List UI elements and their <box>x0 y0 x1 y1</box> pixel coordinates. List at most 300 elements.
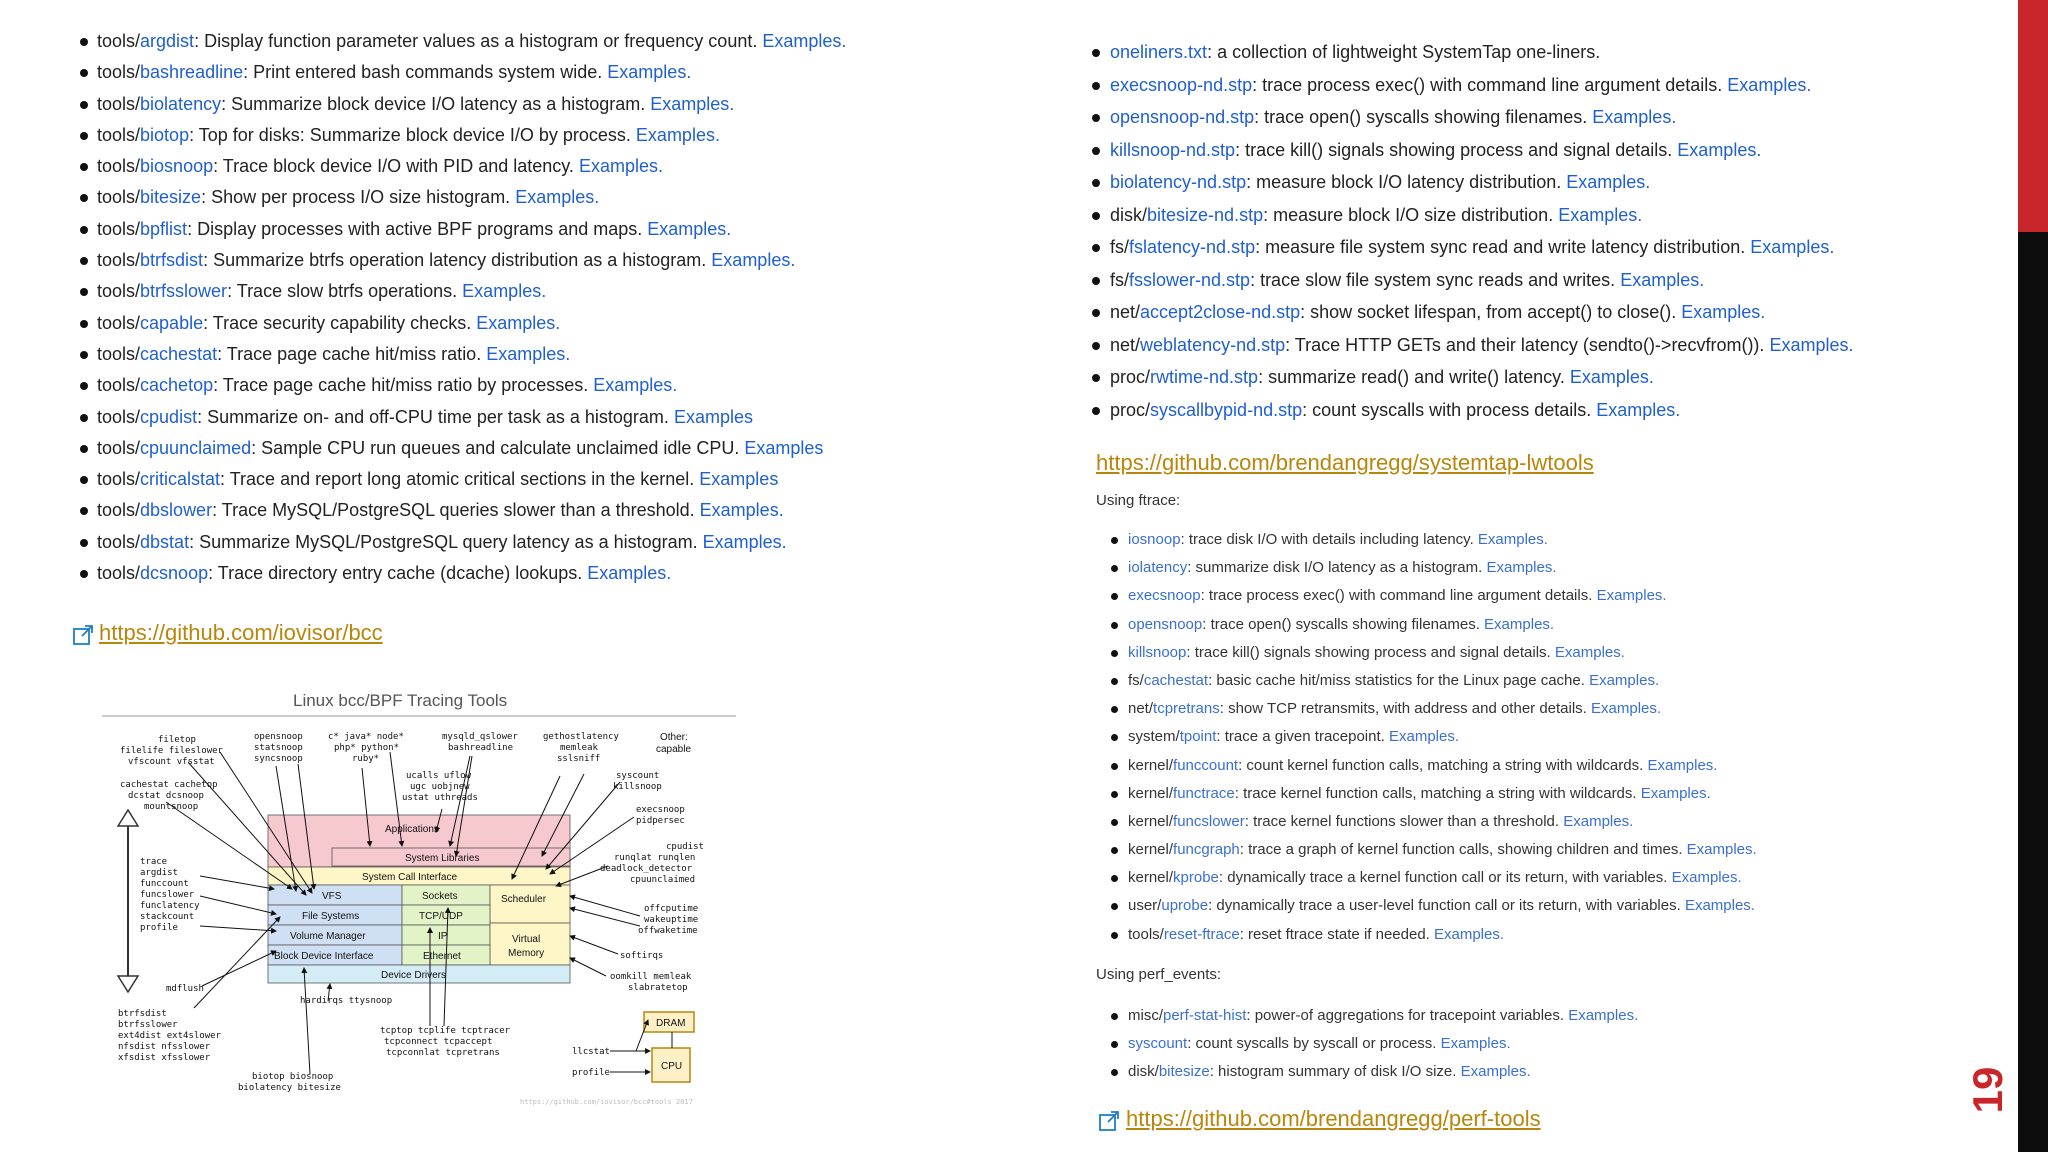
list-item <box>1110 667 1757 695</box>
list-item <box>1092 101 1853 134</box>
tool-link[interactable]: bitesize <box>1158 1063 1210 1081</box>
list-item <box>1092 264 1853 297</box>
list-item <box>80 527 846 558</box>
list-item <box>1092 199 1853 232</box>
examples-link[interactable]: Examples. <box>711 250 796 271</box>
systemtap-github-link[interactable]: https://github.com/brendangregg/systemtap-lwtools <box>1096 450 1594 475</box>
systemtap-tools-list <box>1092 36 1853 426</box>
side-bar <box>2018 232 2048 1152</box>
item-prefix: tools/ <box>97 281 141 302</box>
list-item <box>1110 1030 1638 1058</box>
svg-text:offcputimewakeuptimeoffwaketim <box>638 904 698 936</box>
examples-link[interactable]: Examples. <box>1434 925 1505 943</box>
item-description: : dynamically trace a kernel function call or its return, with variables. <box>1218 869 1672 887</box>
list-item <box>1110 864 1757 892</box>
tool-label: biolatency bitesize <box>238 1083 341 1093</box>
examples-link[interactable]: Examples. <box>486 343 571 364</box>
tool-label: trace <box>140 857 168 867</box>
item-prefix: tools/ <box>97 563 141 584</box>
tool-label: capable <box>656 744 692 755</box>
tool-link[interactable]: bashreadline <box>140 62 244 83</box>
item-description: : trace a given tracepoint. <box>1216 728 1389 746</box>
list-item <box>80 558 846 589</box>
item-description: : histogram summary of disk I/O size. <box>1209 1063 1461 1081</box>
perf-tools-github-link[interactable]: https://github.com/brendangregg/perf-tools <box>1126 1106 1541 1131</box>
list-item <box>1110 723 1757 751</box>
tool-label: mountsnoop <box>144 802 199 812</box>
tool-link[interactable]: funcgraph <box>1173 841 1240 859</box>
tool-label: tcpconnlat tcpretrans <box>386 1048 500 1058</box>
layer-ip: IP <box>438 931 448 942</box>
examples-link[interactable]: Examples. <box>1686 841 1757 859</box>
tool-label: mdflush <box>166 984 204 994</box>
examples-link[interactable]: Examples. <box>515 187 600 208</box>
using-perf-label: Using perf_events: <box>1096 966 1222 983</box>
tool-link[interactable]: bitesize <box>140 187 202 208</box>
examples-link[interactable]: Examples. <box>635 124 720 145</box>
list-item <box>80 120 846 151</box>
list-item <box>1110 526 1757 554</box>
tool-label: syncsnoop <box>254 754 303 764</box>
layer-volume-manager: Volume Manager <box>290 931 366 942</box>
item-description: : power-of aggregations for tracepoint variables. <box>1246 1007 1569 1024</box>
item-description: : summarize disk I/O latency as a histogram. <box>1187 559 1487 577</box>
item-prefix: tools/ <box>97 31 141 51</box>
item-description: : Print entered bash commands system wide. <box>243 62 608 83</box>
examples-link[interactable]: Examples <box>673 406 753 427</box>
list-item <box>1110 611 1757 639</box>
item-description: : dynamically trace a user-level function call or its return, with variables. <box>1208 897 1685 915</box>
tool-link[interactable]: dbslower <box>140 500 213 521</box>
examples-link[interactable]: Examples. <box>762 31 847 51</box>
item-description: : trace open() syscalls showing filenames. <box>1254 107 1593 127</box>
examples-link[interactable]: Examples. <box>1647 756 1718 774</box>
examples-link[interactable]: Examples. <box>1681 302 1766 322</box>
svg-text:c* java* node*php* python*ruby <box>328 732 404 764</box>
tool-link[interactable]: criticalstat <box>140 469 221 490</box>
tool-link[interactable]: dbstat <box>140 531 190 552</box>
item-prefix: misc/ <box>1128 1007 1163 1024</box>
tool-link[interactable]: functrace <box>1173 784 1235 802</box>
external-link-icon[interactable] <box>72 624 94 646</box>
list-item <box>80 464 846 495</box>
tool-label: cpudist <box>666 842 704 852</box>
examples-link[interactable]: Examples. <box>1596 587 1667 605</box>
tool-label: llcstat <box>572 1047 610 1057</box>
tool-label: offwaketime <box>638 926 698 936</box>
tool-link[interactable]: killsnoop <box>1128 643 1187 661</box>
tool-label: filelife fileslower <box>120 746 223 756</box>
item-prefix: tools/ <box>97 343 141 364</box>
examples-link[interactable]: Examples. <box>1486 559 1557 577</box>
layer-device-drivers: Device Drivers <box>381 970 447 981</box>
list-item <box>1110 554 1757 582</box>
tool-label: cpuunclaimed <box>630 875 696 885</box>
item-description: : count kernel function calls, matching a string with wildcards. <box>1238 756 1648 774</box>
svg-text:Other:capable <box>656 732 691 755</box>
tool-link[interactable]: biosnoop <box>140 156 214 177</box>
item-description: : Trace page cache hit/miss ratio. <box>217 343 487 364</box>
examples-link[interactable]: Examples. <box>699 500 784 521</box>
tool-link[interactable]: cachetop <box>140 375 214 396</box>
tool-label: c* java* node* <box>328 732 404 742</box>
item-description: : Display function parameter values as a histogram or frequency count. <box>194 31 763 51</box>
list-item <box>1110 836 1757 864</box>
item-prefix: tools/ <box>97 375 141 396</box>
item-description: : count syscalls with process details. <box>1302 399 1597 420</box>
item-description: : show TCP retransmits, with address and other details. <box>1219 700 1592 718</box>
item-prefix: system/ <box>1128 728 1180 746</box>
using-ftrace-label: Using ftrace: <box>1096 492 1181 509</box>
item-description: : count syscalls by syscall or process. <box>1187 1035 1441 1053</box>
svg-text:gethostlatencymemleaksslsniff <box>543 732 619 764</box>
layer-applications: Applications <box>385 824 439 835</box>
tool-label: syscount <box>616 771 660 781</box>
tool-link[interactable]: btrfsslower <box>140 281 228 302</box>
list-item <box>1092 69 1853 102</box>
item-prefix: fs/ <box>1128 671 1144 689</box>
examples-link[interactable]: Examples. <box>1727 74 1812 95</box>
layer-memory: Memory <box>508 948 545 959</box>
examples-link[interactable]: Examples. <box>1640 784 1711 802</box>
layer-syscall-interface: System Call Interface <box>362 872 458 883</box>
svg-text:oomkill memleakslabratetop <box>610 972 692 993</box>
examples-link[interactable]: Examples. <box>647 218 732 239</box>
tool-label: dcstat dcsnoop <box>128 791 204 801</box>
list-item <box>1110 1002 1638 1030</box>
tool-label: nfsdist nfsslower <box>118 1042 211 1052</box>
list-item <box>1092 134 1853 167</box>
tool-link[interactable]: biotop <box>140 124 190 145</box>
tool-link[interactable]: dcsnoop <box>140 563 209 584</box>
examples-link[interactable]: Examples. <box>1592 107 1677 127</box>
layer-tcp-udp: TCP/UDP <box>419 911 463 922</box>
layer-block-device-interface: Block Device Interface <box>274 951 374 962</box>
item-description: : trace process exec() with command line argument details. <box>1252 74 1728 95</box>
item-description: : Trace block device I/O with PID and latency. <box>213 156 579 177</box>
examples-link[interactable]: Examples. <box>1596 399 1681 420</box>
examples-link[interactable]: Examples <box>744 437 824 458</box>
list-item <box>1092 329 1853 362</box>
tool-link[interactable]: fslatency-nd.stp <box>1129 237 1256 257</box>
tool-label: tcpconnect tcpaccept <box>384 1037 493 1047</box>
item-prefix: tools/ <box>97 62 141 83</box>
item-prefix: kernel/ <box>1128 841 1174 859</box>
item-prefix: tools/ <box>97 218 141 239</box>
tool-label: sslsniff <box>557 754 601 764</box>
item-description: : measure block I/O latency distribution. <box>1246 172 1567 192</box>
item-description: : Show per process I/O size histogram. <box>201 187 516 208</box>
item-prefix: tools/ <box>97 250 141 271</box>
tool-label: funccount <box>140 879 189 889</box>
layer-dram: DRAM <box>656 1018 686 1029</box>
item-description: : trace disk I/O with details including latency. <box>1180 531 1478 548</box>
tool-link[interactable]: btrfsdist <box>140 250 204 271</box>
item-prefix: fs/ <box>1110 269 1130 290</box>
list-item <box>1110 808 1757 836</box>
tool-link[interactable]: uprobe <box>1161 897 1209 915</box>
tool-label: stackcount <box>140 912 195 922</box>
svg-text:opensnoopstatsnoopsyncsnoop <box>254 732 303 764</box>
item-description: : trace kernel function calls, matching a string with wildcards. <box>1234 784 1641 802</box>
item-prefix: tools/ <box>97 187 141 208</box>
tool-label: runqlat runqlen <box>614 853 696 863</box>
tool-link[interactable]: cpudist <box>140 406 198 427</box>
tool-label: memleak <box>560 743 598 753</box>
layer-sockets: Sockets <box>422 891 458 902</box>
tool-link[interactable]: opensnoop <box>1128 615 1203 633</box>
examples-link[interactable]: Examples. <box>1677 139 1762 160</box>
tool-label: bashreadline <box>448 743 514 753</box>
tool-label: statsnoop <box>254 743 303 753</box>
perf-tools-list <box>1110 1002 1638 1087</box>
tool-label: killsnoop <box>613 782 662 792</box>
list-item <box>1110 892 1757 920</box>
tool-label: argdist <box>140 868 178 878</box>
external-link-icon[interactable] <box>1098 1110 1120 1132</box>
tool-link[interactable]: cachestat <box>140 343 218 364</box>
svg-text:traceargdistfunccountfuncslowe <box>140 857 200 933</box>
tool-link[interactable]: capable <box>140 312 204 333</box>
examples-link[interactable]: Examples. <box>1769 334 1854 355</box>
tool-label: softirqs <box>620 951 664 961</box>
layer-virtual: Virtual <box>512 934 541 945</box>
tool-label: ext4dist ext4slower <box>118 1031 221 1041</box>
tool-link[interactable]: biolatency <box>140 93 222 114</box>
item-description: : trace open() syscalls showing filenames. <box>1202 615 1485 633</box>
slide-number: 19 <box>1964 1066 2011 1114</box>
item-description: : Summarize on- and off-CPU time per task as a histogram. <box>197 406 674 427</box>
examples-link[interactable]: Examples. <box>1554 643 1625 661</box>
diagram-watermark: https://github.com/iovisor/bcc#tools 2017 <box>520 1098 693 1106</box>
tool-label: btrfsslower <box>118 1020 178 1030</box>
tool-link[interactable]: iolatency <box>1128 559 1188 577</box>
list-item <box>80 276 846 307</box>
tool-label: tcptop tcplife tcptracer <box>380 1026 511 1036</box>
item-prefix: tools/ <box>97 93 141 114</box>
examples-link[interactable]: Examples. <box>1568 1007 1639 1024</box>
svg-text:filetopfilelife fileslowervfsc <box>120 735 224 767</box>
svg-text:tcptop tcplife tcptracertcpcon <box>380 1026 511 1058</box>
tool-link[interactable]: cpuunclaimed <box>140 437 252 458</box>
item-prefix: fs/ <box>1110 237 1130 257</box>
item-prefix: proc/ <box>1110 399 1151 420</box>
tool-label: wakeuptime <box>644 915 699 925</box>
tool-label: pidpersec <box>636 816 685 826</box>
list-item <box>1092 361 1853 394</box>
item-prefix: tools/ <box>97 437 141 458</box>
diagram-title: Linux bcc/BPF Tracing Tools <box>293 691 508 710</box>
list-item <box>80 245 846 276</box>
tool-link[interactable]: argdist <box>140 31 195 51</box>
examples-link[interactable]: Examples. <box>1566 172 1651 192</box>
tool-link[interactable]: perf-stat-hist <box>1163 1007 1247 1024</box>
item-description: : Trace HTTP GETs and their latency (sendto()->recvfrom()). <box>1285 334 1770 355</box>
bcc-github-link[interactable]: https://github.com/iovisor/bcc <box>99 620 383 645</box>
item-prefix: net/ <box>1110 334 1141 355</box>
tool-link[interactable]: iosnoop <box>1128 531 1181 548</box>
tool-link[interactable]: killsnoop-nd.stp <box>1110 139 1236 160</box>
list-item <box>1092 166 1853 199</box>
svg-text:biotop biosnoopbiolatency bite <box>238 1072 341 1093</box>
svg-text:cpudistrunqlat runqlendeadlock <box>600 842 704 885</box>
tool-label: funclatency <box>140 901 200 911</box>
bcc-tools-list <box>80 26 846 589</box>
tool-label: profile <box>572 1068 610 1078</box>
examples-link[interactable]: Examples. <box>1591 700 1662 718</box>
list-item <box>80 151 846 182</box>
layer-scheduler: Scheduler <box>501 894 547 905</box>
examples-link[interactable]: Examples. <box>1671 869 1742 887</box>
svg-text:btrfsdistbtrfsslowerext4dist e <box>118 1009 222 1063</box>
tool-label: hardirqs ttysnoop <box>300 996 393 1006</box>
item-description: : Summarize MySQL/PostgreSQL query latency as a histogram. <box>189 531 703 552</box>
tool-link[interactable]: oneliners.txt <box>1110 42 1208 62</box>
tool-link[interactable]: cachestat <box>1143 671 1209 689</box>
examples-link[interactable]: Examples. <box>1477 531 1548 548</box>
tool-link[interactable]: execsnoop-nd.stp <box>1110 74 1253 95</box>
tool-link[interactable]: syscallbypid-nd.stp <box>1150 399 1303 420</box>
list-item <box>1110 780 1757 808</box>
tool-link[interactable]: funcslower <box>1173 812 1245 830</box>
item-description: : summarize read() and write() latency. <box>1258 367 1570 387</box>
item-description: : basic cache hit/miss statistics for the Linux page cache. <box>1208 671 1590 689</box>
tool-label: slabratetop <box>628 983 688 993</box>
bcc-tracing-tools-diagram <box>100 686 740 1110</box>
tool-label: profile <box>140 923 178 933</box>
examples-link[interactable]: Examples. <box>1684 897 1755 915</box>
item-prefix: net/ <box>1128 700 1154 718</box>
examples-link[interactable]: Examples. <box>1558 204 1643 225</box>
tool-label: ruby* <box>352 754 380 764</box>
layer-vfs: VFS <box>322 891 342 902</box>
list-item <box>1110 752 1757 780</box>
examples-link[interactable]: Examples. <box>607 62 692 83</box>
examples-link[interactable]: Examples. <box>1750 237 1835 257</box>
tool-label: execsnoop <box>636 805 685 815</box>
layer-system-libraries: System Libraries <box>405 853 480 864</box>
examples-link[interactable]: Examples. <box>650 93 735 114</box>
item-description: : Trace and report long atomic critical sections in the kernel. <box>220 469 700 490</box>
item-description: : Trace MySQL/PostgreSQL queries slower than a threshold. <box>212 500 700 521</box>
tool-link[interactable]: syscount <box>1128 1035 1188 1053</box>
tool-link[interactable]: biolatency-nd.stp <box>1110 172 1247 192</box>
list-item <box>1092 394 1853 427</box>
item-description: : Summarize btrfs operation latency distribution as a histogram. <box>203 250 712 271</box>
item-prefix: tools/ <box>97 312 141 333</box>
tool-label: filetop <box>158 735 196 745</box>
item-prefix: disk/ <box>1110 204 1148 225</box>
tool-label: deadlock_detector <box>600 864 693 874</box>
item-prefix: kernel/ <box>1128 812 1174 830</box>
item-description: : Trace directory entry cache (dcache) lookups. <box>208 563 588 584</box>
list-item <box>80 402 846 433</box>
tool-link[interactable]: bitesize-nd.stp <box>1147 204 1264 225</box>
tool-label: mysqld_qslower <box>442 732 518 742</box>
examples-link[interactable]: Examples. <box>1460 1063 1531 1081</box>
examples-link[interactable]: Examples. <box>476 312 561 333</box>
examples-link[interactable]: Examples. <box>1440 1035 1511 1053</box>
item-description: : trace kernel functions slower than a threshold. <box>1244 812 1564 830</box>
examples-link[interactable]: Examples. <box>587 563 672 584</box>
examples-link[interactable]: Examples. <box>593 375 678 396</box>
item-description: : measure file system sync read and write latency distribution. <box>1255 237 1751 257</box>
list-item <box>1110 1058 1638 1086</box>
examples-link[interactable]: Examples <box>699 469 779 490</box>
examples-link[interactable]: Examples. <box>578 156 663 177</box>
tool-link[interactable]: reset-ftrace <box>1163 925 1240 943</box>
item-description: : a collection of lightweight SystemTap one-liners. <box>1207 42 1601 62</box>
item-prefix: tools/ <box>97 124 141 145</box>
examples-link[interactable]: Examples. <box>1589 671 1660 689</box>
item-description: : Trace page cache hit/miss ratio by processes. <box>213 375 594 396</box>
list-item <box>1110 921 1757 949</box>
item-description: : Trace slow btrfs operations. <box>227 281 463 302</box>
item-prefix: kernel/ <box>1128 784 1174 802</box>
tool-link[interactable]: fsslower-nd.stp <box>1129 269 1251 290</box>
item-description: : trace kill() signals showing process and signal details. <box>1235 139 1678 160</box>
list-item <box>80 308 846 339</box>
tool-label: ucalls uflow <box>406 771 472 781</box>
list-item <box>80 182 846 213</box>
tool-label: biotop biosnoop <box>252 1072 334 1082</box>
examples-link[interactable]: Examples. <box>702 531 787 552</box>
item-description: : trace kill() signals showing process and signal details. <box>1186 643 1555 661</box>
examples-link[interactable]: Examples. <box>1569 367 1654 387</box>
tool-label: btrfsdist <box>118 1009 167 1019</box>
tool-label: offcputime <box>644 904 699 914</box>
item-description: : trace process exec() with command line argument details. <box>1200 587 1597 605</box>
item-description: : Summarize block device I/O latency as a histogram. <box>221 93 651 114</box>
list-item <box>80 339 846 370</box>
list-item <box>1110 695 1757 723</box>
layer-file-systems: File Systems <box>302 911 360 922</box>
svg-text:ucalls uflowugc uobjnewustat u <box>402 771 478 803</box>
list-item <box>80 433 846 464</box>
tool-link[interactable]: opensnoop-nd.stp <box>1110 107 1255 127</box>
item-description: : Trace security capability checks. <box>203 312 477 333</box>
item-prefix: tools/ <box>97 406 141 427</box>
tool-label: cachestat cachetop <box>120 780 218 790</box>
tool-label: ustat uthreads <box>402 793 478 803</box>
item-prefix: tools/ <box>97 531 141 552</box>
tool-link[interactable]: funccount <box>1173 756 1239 774</box>
tool-label: gethostlatency <box>543 732 619 742</box>
examples-link[interactable]: Examples. <box>462 281 547 302</box>
tool-link[interactable]: rwtime-nd.stp <box>1150 367 1259 387</box>
tool-link[interactable]: bpflist <box>140 218 188 239</box>
tool-link[interactable]: kprobe <box>1173 869 1219 887</box>
tool-link[interactable]: accept2close-nd.stp <box>1140 302 1301 322</box>
item-prefix: tools/ <box>1128 925 1164 943</box>
tool-label: vfscount vfsstat <box>128 757 215 767</box>
item-prefix: tools/ <box>97 469 141 490</box>
tool-link[interactable]: weblatency-nd.stp <box>1140 334 1286 355</box>
tool-label: Other: <box>660 732 688 743</box>
examples-link[interactable]: Examples. <box>1563 812 1634 830</box>
list-item <box>1110 639 1757 667</box>
tool-label: oomkill memleak <box>610 972 692 982</box>
list-item <box>80 26 846 57</box>
tool-link[interactable]: tpoint <box>1179 728 1217 746</box>
examples-link[interactable]: Examples. <box>1620 269 1705 290</box>
tool-label: php* python* <box>334 743 400 753</box>
tool-link[interactable]: execsnoop <box>1128 587 1201 605</box>
examples-link[interactable]: Examples. <box>1484 615 1555 633</box>
tool-link[interactable]: tcpretrans <box>1153 700 1220 718</box>
item-description: : trace slow file system sync reads and writes. <box>1250 269 1621 290</box>
examples-link[interactable]: Examples. <box>1389 728 1460 746</box>
